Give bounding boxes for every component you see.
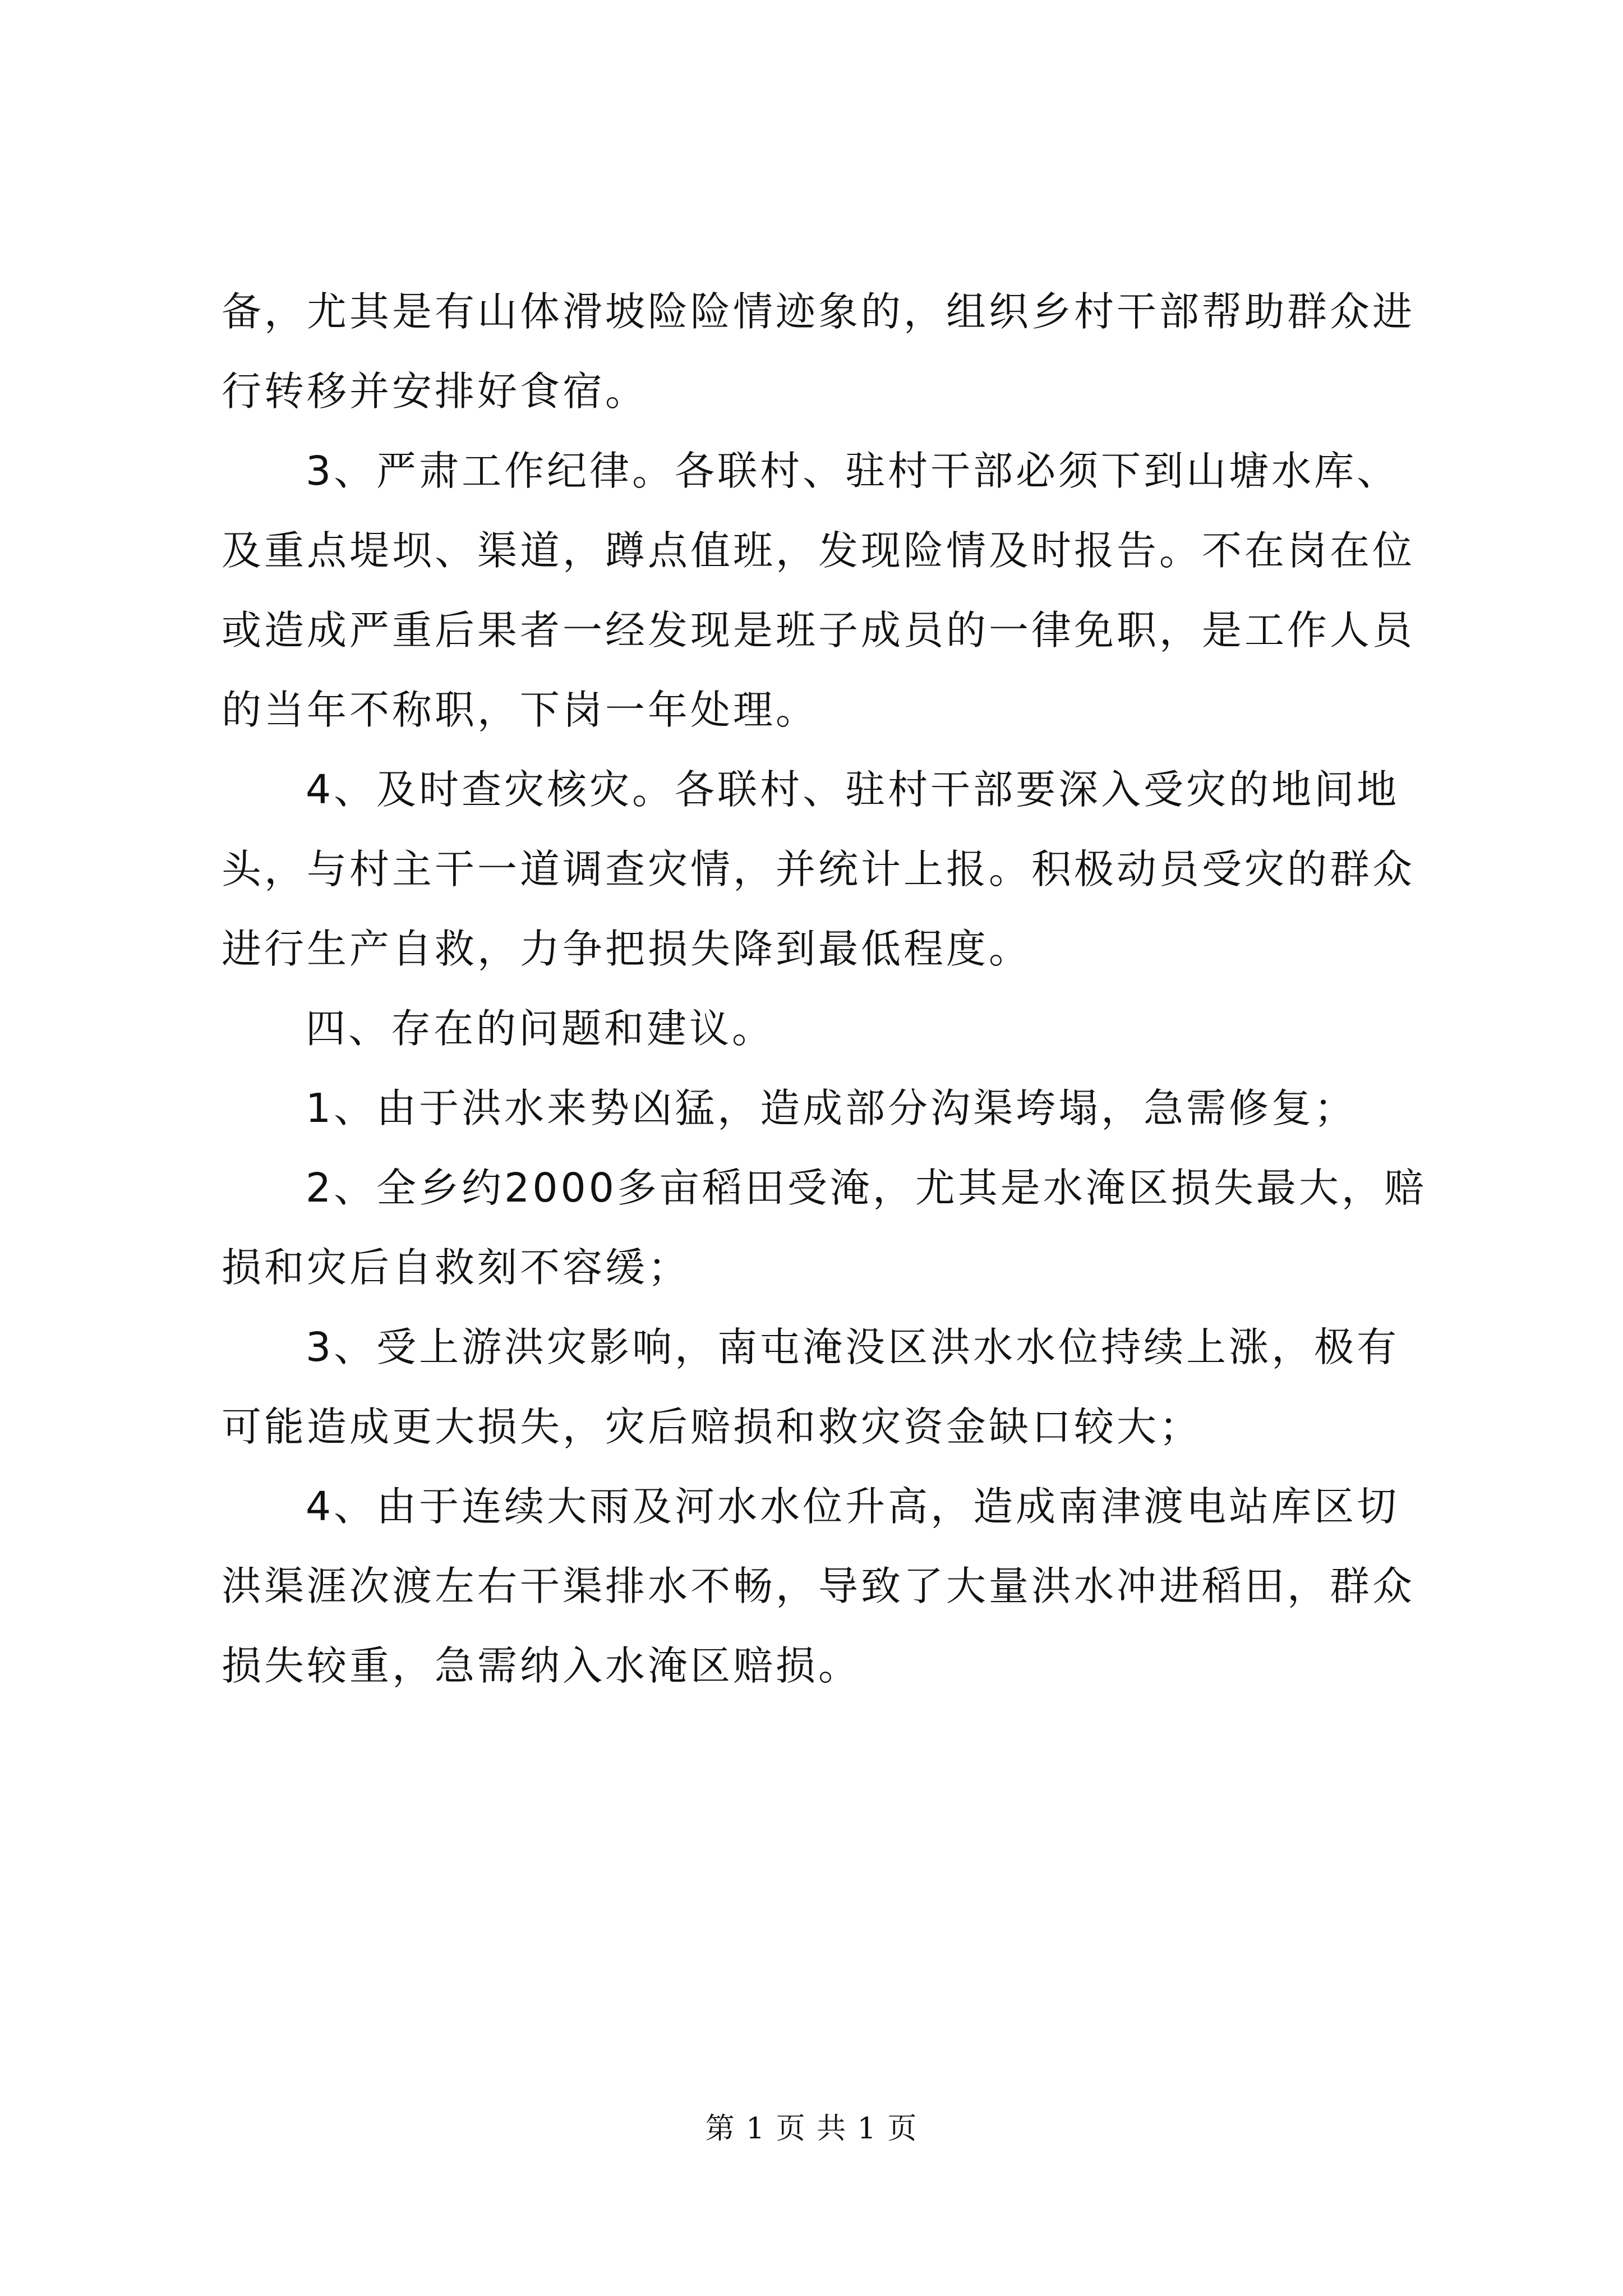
text-line: 4、由于连续大雨及河水水位升高，造成南津渡电站库区切: [306, 1483, 1400, 1530]
text-line: 损失较重，急需纳入水淹区赔损。: [222, 1642, 861, 1689]
text-line: 或造成严重后果者一经发现是班子成员的一律免职，是工作人员: [222, 607, 1415, 654]
text-line: 1、由于洪水来势凶猛，造成部分沟渠垮塌，急需修复；: [306, 1085, 1357, 1131]
section-heading: 四、存在的问题和建议。: [306, 1005, 775, 1052]
text-line: 3、严肃工作纪律。各联村、驻村干部必须下到山塘水库、: [306, 448, 1400, 494]
text-line: 洪渠涯次渡左右干渠排水不畅，导致了大量洪水冲进稻田，群众: [222, 1563, 1415, 1609]
text-line: 的当年不称职，下岗一年处理。: [222, 687, 819, 733]
text-line: 行转移并安排好食宿。: [222, 368, 648, 415]
text-line: 进行生产自救，力争把损失降到最低程度。: [222, 926, 1032, 972]
page-number-footer: 第 1 页 共 1 页: [705, 2112, 918, 2146]
text-line: 损和灾后自救刻不容缓；: [222, 1244, 691, 1291]
text-line: 及重点堤坝、渠道，蹲点值班，发现险情及时报告。不在岗在位: [222, 527, 1415, 574]
text-line: 2、全乡约2000多亩稻田受淹，尤其是水淹区损失最大，赔: [306, 1165, 1427, 1211]
text-line: 头，与村主干一道调查灾情，并统计上报。积极动员受灾的群众: [222, 846, 1415, 892]
body-text: [222, 272, 1427, 1706]
text-line: 可能造成更大损失，灾后赔损和救灾资金缺口较大；: [222, 1404, 1202, 1450]
text-line: 备，尤其是有山体滑坡险险情迹象的，组织乡村干部帮助群众进: [222, 288, 1415, 335]
text-line: 3、受上游洪灾影响，南屯淹没区洪水水位持续上涨，极有: [306, 1324, 1400, 1370]
text-line: 4、及时查灾核灾。各联村、驻村干部要深入受灾的地间地: [306, 766, 1400, 813]
